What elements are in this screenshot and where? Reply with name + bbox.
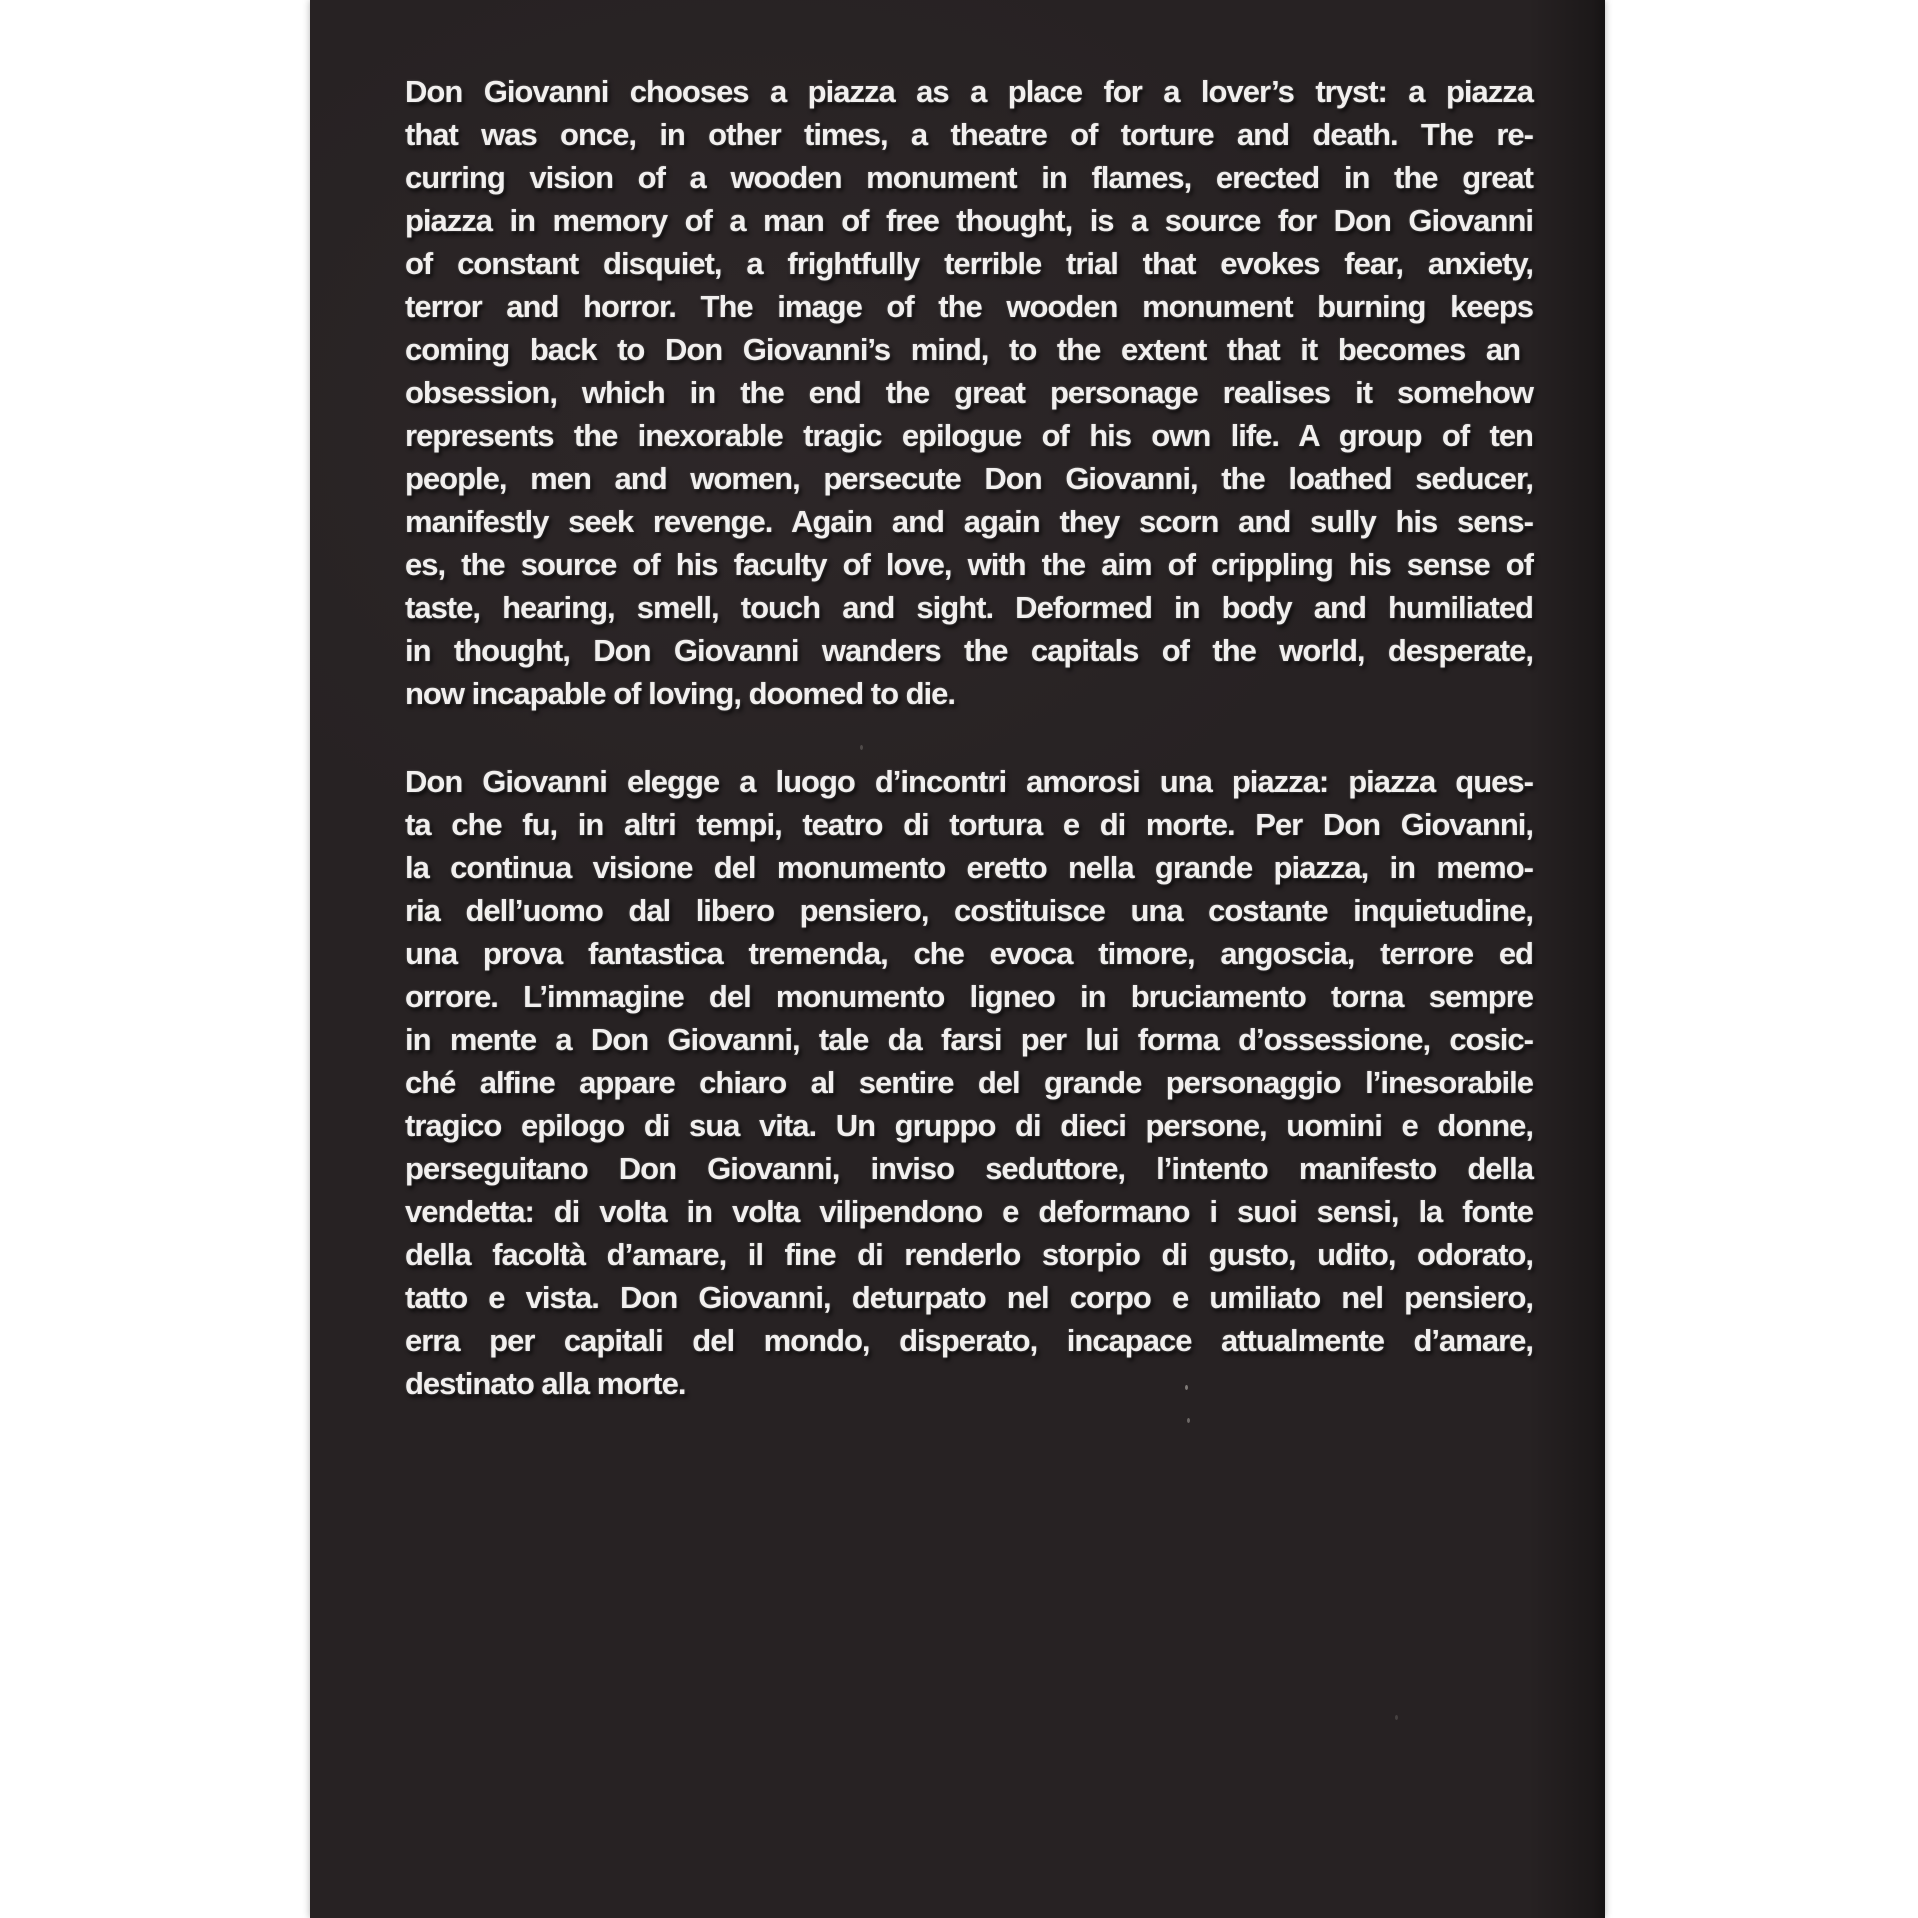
text-line: curring vision of a wooden monument in flames, erected in the great: [405, 160, 1533, 195]
text-line: vendetta: di volta in volta vilipendono e deformano i suoi sensi, la fonte: [405, 1194, 1533, 1229]
text-line: ché alfine appare chiaro al sentire del grande personaggio l’inesorabile: [405, 1065, 1533, 1100]
text-line: ta che fu, in altri tempi, teatro di tortura e di morte. Per Don Giovanni,: [405, 807, 1533, 842]
book-back-cover: [310, 0, 1605, 1918]
text-line: represents the inexorable tragic epilogue of his own life. A group of ten: [405, 418, 1533, 453]
text-line: perseguitano Don Giovanni, inviso seduttore, l’intento manifesto della: [405, 1151, 1533, 1186]
text-line: es, the source of his faculty of love, with the aim of crippling his sense of: [405, 547, 1533, 582]
text-line: orrore. L’immagine del monumento ligneo in bruciamento torna sempre: [405, 979, 1533, 1014]
text-line: taste, hearing, smell, touch and sight. Deformed in body and humiliated: [405, 590, 1533, 625]
text-line: ria dell’uomo dal libero pensiero, costituisce una costante inquietudine,: [405, 893, 1533, 928]
synopsis-italian: [405, 760, 1533, 1405]
text-line: obsession, which in the end the great personage realises it somehow: [405, 375, 1533, 410]
text-line: della facoltà d’amare, il fine di renderlo storpio di gusto, udito, odorato,: [405, 1237, 1533, 1272]
text-line: tragico epilogo di sua vita. Un gruppo di dieci persone, uomini e donne,: [405, 1108, 1533, 1143]
text-line: coming back to Don Giovanni’s mind, to the extent that it becomes an: [405, 332, 1521, 367]
synopsis-english: [405, 70, 1533, 715]
text-line: una prova fantastica tremenda, che evoca timore, angoscia, terrore ed: [405, 936, 1533, 971]
text-line: people, men and women, persecute Don Giovanni, the loathed seducer,: [405, 461, 1533, 496]
text-line: erra per capitali del mondo, disperato, incapace attualmente d’amare,: [405, 1323, 1533, 1358]
text-line: piazza in memory of a man of free thought, is a source for Don Giovanni: [405, 203, 1533, 238]
text-line: in thought, Don Giovanni wanders the capitals of the world, desperate,: [405, 633, 1533, 668]
text-line: in mente a Don Giovanni, tale da farsi per lui forma d’ossessione, cosic-: [405, 1022, 1533, 1057]
text-line: now incapable of loving, doomed to die.: [405, 676, 956, 711]
text-line: manifestly seek revenge. Again and again they scorn and sully his sens-: [405, 504, 1533, 539]
text-line: Don Giovanni chooses a piazza as a place for a lover’s tryst: a piazza: [405, 74, 1533, 109]
text-line: that was once, in other times, a theatre of torture and death. The re-: [405, 117, 1533, 152]
text-line: of constant disquiet, a frightfully terrible trial that evokes fear, anxiety,: [405, 246, 1533, 281]
text-line: terror and horror. The image of the wooden monument burning keeps: [405, 289, 1533, 324]
text-line: destinato alla morte.: [405, 1366, 686, 1401]
scan-speck: [1185, 1385, 1188, 1390]
text-line: tatto e vista. Don Giovanni, deturpato nel corpo e umiliato nel pensiero,: [405, 1280, 1533, 1315]
text-line: la continua visione del monumento eretto nella grande piazza, in memo-: [405, 850, 1533, 885]
text-line: Don Giovanni elegge a luogo d’incontri amorosi una piazza: piazza ques-: [405, 764, 1533, 799]
